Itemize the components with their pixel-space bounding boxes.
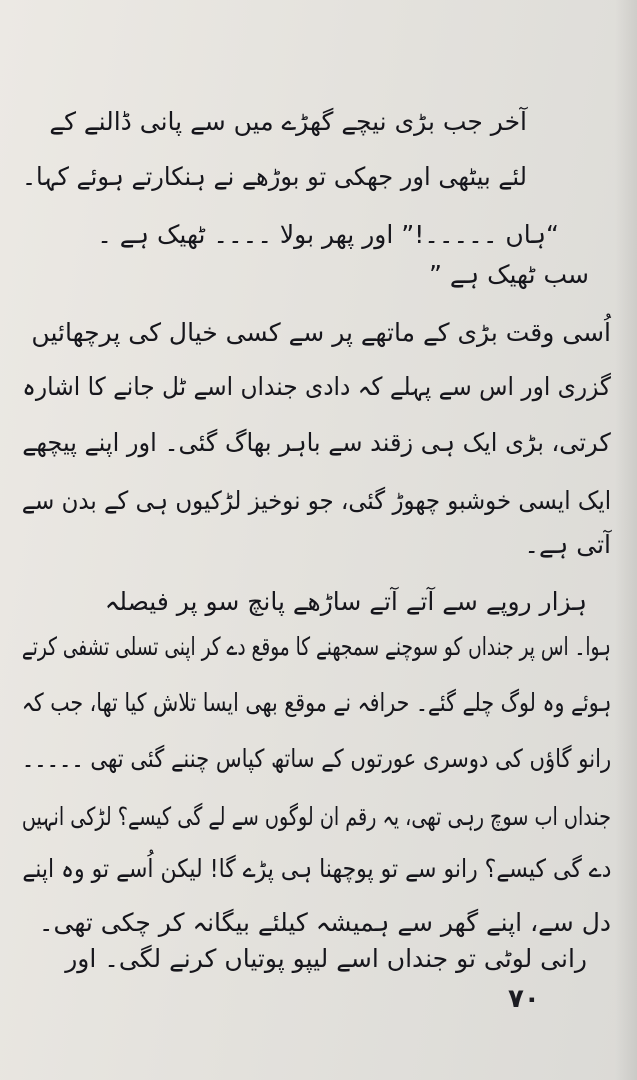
text-line: دل سے، اپنے گھر سے ہمیشہ کیلئے بیگانہ کر چکی تھی۔ — [38, 908, 611, 937]
text-line: ہوئے وہ لوگ چلے گئے۔ حرافہ نے موقع بھی ایسا تلاش کیا تھا، جب کہ — [21, 688, 611, 717]
page-edge-shadow — [615, 0, 637, 1080]
text-line: آتی ہے۔ — [524, 530, 611, 559]
page-number: ۷۰ — [508, 984, 540, 1014]
text-line: دے گی کیسے؟ رانو سے تو پوچھنا ہی پڑے گا! لیکن اُسے تو وہ اپنے — [21, 854, 611, 883]
text-line: آخر جب بڑی نیچے گھڑے میں سے پانی ڈالنے کے — [49, 107, 527, 136]
text-line: “ہاں ۔۔۔۔۔!” اور پھر بولا ۔۔۔۔ ٹھیک ہے ۔ — [97, 220, 559, 249]
text-line: گزری اور اس سے پہلے کہ دادی جنداں اسے ٹل جانے کا اشارہ — [22, 372, 611, 401]
text-line: ہوا۔ اس پر جنداں کو سوچنے سمجھنے کا موقع دے کر اپنی تسلی تشفی کرتے — [21, 632, 611, 661]
text-line: رانی لوٹی تو جنداں اسے لیپو پوتیاں کرنے لگی۔ اور — [65, 944, 587, 973]
text-line: ایک ایسی خوشبو چھوڑ گئی، جو نوخیز لڑکیوں ہی کے بدن سے — [21, 486, 611, 515]
text-line: لئے بیٹھی اور جھکی تو بوڑھے نے ہنکارتے ہوئے کہا۔ — [21, 162, 527, 191]
text-line: جنداں اب سوچ رہی تھی، یہ رقم ان لوگوں سے لے گی کیسے؟ لڑکی انہیں — [21, 802, 611, 831]
text-line: اُسی وقت بڑی کے ماتھے پر سے کسی خیال کی پرچھائیں — [31, 318, 611, 347]
text-line: کرتی، بڑی ایک ہی زقند سے باہر بھاگ گئی۔ اور اپنے پیچھے — [22, 428, 611, 457]
text-line: رانو گاؤں کی دوسری عورتوں کے ساتھ کپاس چننے گئی تھی ۔۔۔۔۔ — [21, 744, 611, 773]
text-line: ہزار روپے سے آتے آتے ساڑھے پانچ سو پر فیصلہ — [104, 587, 587, 616]
text-line: سب ٹھیک ہے ” — [429, 260, 589, 289]
